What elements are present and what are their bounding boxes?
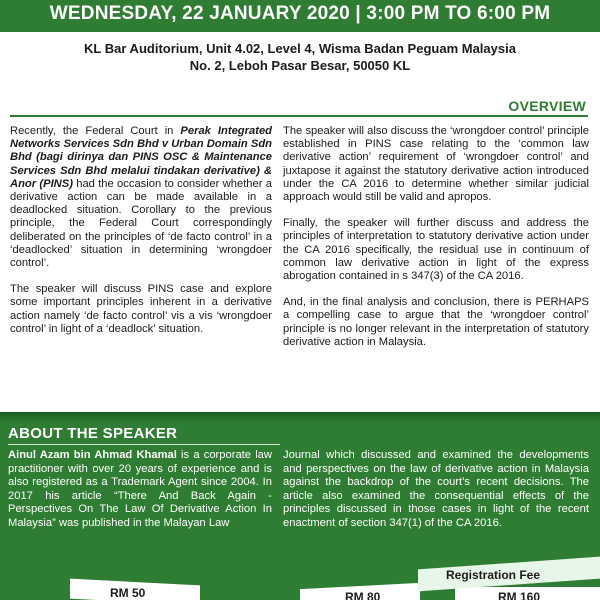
overview-paragraph: And, in the final analysis and conclusion, there is PERHAPS a compelling case to argue that the ‘wrongdoer control’ principle is no longer relevant in the interpretation of statutory derivative action in Malaysia.	[283, 296, 589, 348]
overview-body-text: had the occasion to consider whether a derivative action can be made available in a deadlocked situation. Corollary to the previous principle, the Federal Court correspondingly deliberated on the principles of ‘de facto control’ in a ‘deadlocked’ situation in determining ‘wrongdoer control’.	[10, 177, 272, 270]
overview-left-column	[10, 125, 272, 349]
overview-paragraph	[10, 125, 272, 270]
overview-lead-text: Recently, the Federal Court in	[10, 125, 181, 137]
speaker-section-accent	[0, 412, 600, 422]
case-name: Perak Integrated Networks Services Sdn Bhd v Urban Domain Sdn Bhd (bagi dirinya dan PINS OSC & Maintenance Services Sdn Bhd melalui tindakan derivative) & Anor (PINS)	[10, 125, 272, 190]
speaker-bio-text: is a corporate law practitioner with over 20 years of experience and is also registered as a Trademark Agent since 2004. In 2017 his article “There And Back Again - Perspectives On The Law Of Derivative Action In Malaysia” was published in the Malayan Law	[8, 449, 272, 529]
price-member: RM 50	[110, 586, 146, 600]
speaker-name: Ainul Azam bin Ahmad Khamal	[8, 449, 177, 461]
registration-fee-label: Registration Fee	[446, 568, 541, 582]
speaker-bio-right: Journal which discussed and examined the developments and perspectives on the law of derivative action in Malaysia against the backdrop of the court’s recent decisions. The article also examined the consequential effects of the principles discussed in those cases in light of the recent enactment of section 347(1) of the CA 2016.	[283, 449, 589, 529]
venue-line-1: KL Bar Auditorium, Unit 4.02, Level 4, Wisma Badan Peguam Malaysia	[84, 41, 516, 56]
price-tier-2: RM 80	[345, 590, 381, 600]
venue-line-2: No. 2, Leboh Pasar Besar, 50050 KL	[189, 58, 411, 73]
overview-right-column	[283, 125, 589, 362]
overview-paragraph: Finally, the speaker will further discuss and address the principles of interpretation to statutory derivative action under the CA 2016 specifically, the residual use in continuum of common law derivative action in light of the express abrogation contained in s 347(3) of the CA 2016.	[283, 217, 589, 283]
overview-paragraph: The speaker will also discuss the ‘wrongdoer control’ principle established in PINS case relating to the ‘common law derivative action’ requirement of ‘wrongdoer control’ and juxtapose it against the statutory derivative action introduced under the CA 2016 to determine whether similar judicial approach would still be valid and apropos.	[283, 125, 589, 204]
speaker-bio-left	[8, 449, 272, 531]
event-date-time: WEDNESDAY, 22 JANUARY 2020 | 3:00 PM TO 6:00 PM	[49, 3, 551, 24]
speaker-divider	[8, 444, 280, 445]
overview-divider	[10, 115, 588, 117]
overview-paragraph: The speaker will discuss PINS case and explore some important principles inherent in a derivative action namely ‘de facto control’ vis a vis ‘wrongdoer control’ in light of a ‘deadlock’ situation.	[10, 283, 272, 335]
speaker-heading: ABOUT THE SPEAKER	[8, 425, 178, 442]
venue-address	[0, 40, 600, 74]
price-tier-3: RM 160	[498, 590, 541, 600]
overview-heading: OVERVIEW	[508, 98, 586, 114]
